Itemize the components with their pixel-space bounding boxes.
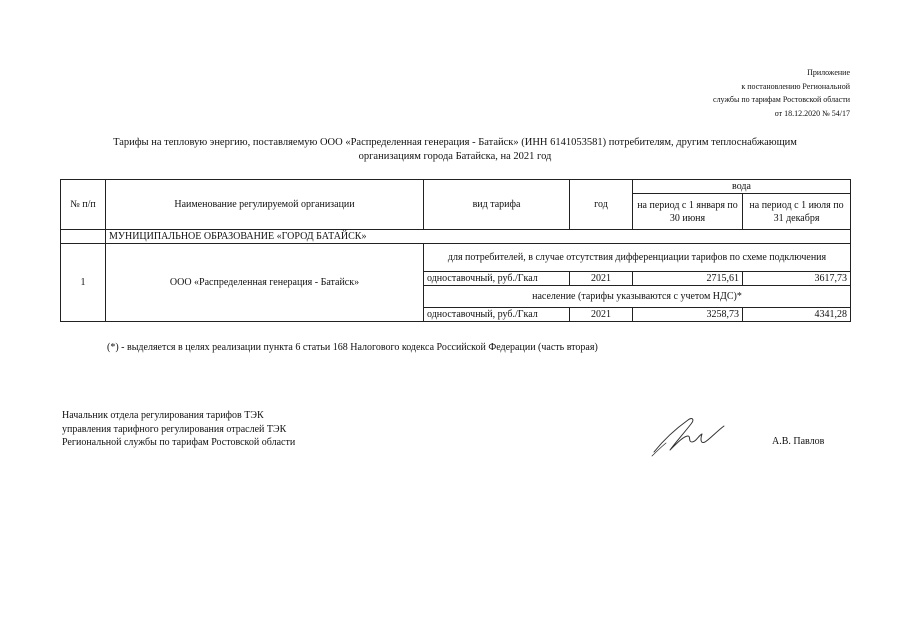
appendix-line: от 18.12.2020 № 54/17 <box>774 108 850 118</box>
appendix-line: Приложение <box>807 68 850 77</box>
value-period1: 3258,73 <box>633 308 743 322</box>
handwritten-signature <box>648 412 728 460</box>
section-population: население (тарифы указываются с учетом НДС)* <box>424 286 851 308</box>
row-number: 1 <box>61 244 106 322</box>
year-cell: 2021 <box>570 308 633 322</box>
tariff-table <box>60 179 851 322</box>
value-period2: 3617,73 <box>743 272 851 286</box>
header-water: вода <box>633 180 851 194</box>
section-consumers: для потребителей, в случае отсутствия дифференциации тарифов по схеме подключения <box>424 244 851 272</box>
year-cell: 2021 <box>570 272 633 286</box>
header-period2: на период с 1 июля по 31 декабря <box>743 194 851 230</box>
header-period1: на период с 1 января по 30 июня <box>633 194 743 230</box>
municipality-row <box>61 230 851 244</box>
signer-position <box>62 409 295 450</box>
footnote: (*) - выделяется в целях реализации пункта 6 статьи 168 Налогового кодекса Российской Федерации (часть вторая) <box>107 342 598 353</box>
title-line: организациям города Батайска, на 2021 год <box>358 150 552 162</box>
header-year: год <box>570 180 633 230</box>
signer-name: А.В. Павлов <box>772 436 825 447</box>
appendix-header <box>713 66 850 120</box>
title-line: Тарифы на тепловую энергию, поставляемую ООО «Распределенная генерация - Батайск» (ИНН 6141053581) потребителям, другим теплоснабжающим <box>113 137 797 148</box>
header-org: Наименование регулируемой организации <box>106 180 424 230</box>
table-header-row <box>61 180 851 194</box>
position-line: Начальник отдела регулирования тарифов ТЭК <box>62 410 264 421</box>
document-title <box>70 136 840 163</box>
tariff-type-cell: одноставочный, руб./Гкал <box>424 308 570 322</box>
appendix-line: к постановлению Региональной <box>741 81 850 91</box>
header-num: № п/п <box>61 180 106 230</box>
table-row <box>61 244 851 272</box>
appendix-line: службы по тарифам Ростовской области <box>713 95 850 104</box>
org-name: ООО «Распределенная генерация - Батайск» <box>106 244 424 322</box>
position-line: Региональной службы по тарифам Ростовской области <box>62 437 296 448</box>
municipality-name: МУНИЦИПАЛЬНОЕ ОБРАЗОВАНИЕ «ГОРОД БАТАЙСК» <box>106 230 851 244</box>
value-period2: 4341,28 <box>743 308 851 322</box>
header-tariff-type: вид тарифа <box>424 180 570 230</box>
position-line: управления тарифного регулирования отраслей ТЭК <box>62 423 287 435</box>
empty-cell <box>61 230 106 244</box>
value-period1: 2715,61 <box>633 272 743 286</box>
tariff-type-cell: одноставочный, руб./Гкал <box>424 272 570 286</box>
